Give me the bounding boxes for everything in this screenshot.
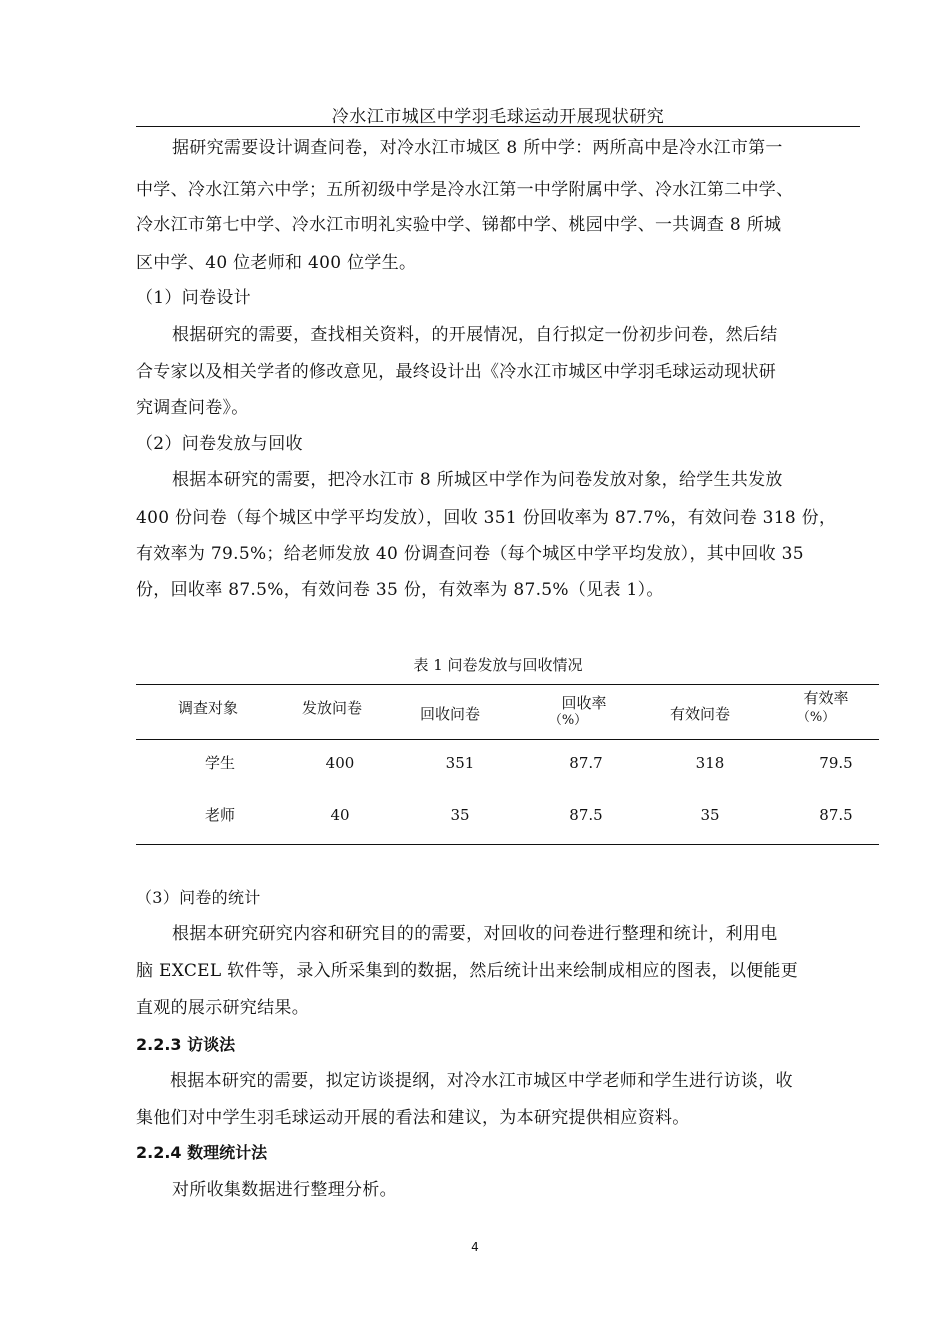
table-cell: 351: [445, 754, 475, 772]
body-text: 根据研究的需要，查找相关资料，的开展情况，自行拟定一份初步问卷，然后结: [172, 325, 778, 345]
subsection-heading: 2.2.4 数理统计法: [136, 1143, 268, 1162]
table-top-rule: [136, 684, 879, 685]
page-number: 4: [471, 1240, 479, 1254]
table-header-cell: 回收率: [561, 694, 607, 712]
subsection-heading: 2.2.3 访谈法: [136, 1035, 236, 1054]
body-text: 份，回收率 87.5%，有效问卷 35 份，有效率为 87.5%（见表 1）。: [136, 580, 664, 600]
data-table: [136, 684, 879, 846]
table-header-cell: 有效问卷: [669, 705, 730, 723]
header-rule: [136, 126, 860, 127]
body-text: 合专家以及相关学者的修改意见，最终设计出《冷水江市城区中学羽毛球运动现状研: [136, 362, 777, 382]
table-header-rule: [136, 739, 879, 740]
body-text: 集他们对中学生羽毛球运动开展的看法和建议，为本研究提供相应资料。: [136, 1108, 690, 1128]
table-cell: 学生: [204, 754, 235, 772]
table-header-cell: 调查对象: [177, 699, 238, 717]
table-cell: 35: [700, 806, 720, 824]
table-cell: 87.5: [819, 806, 853, 824]
table-cell: 318: [695, 754, 725, 772]
running-header: 冷水江市城区中学羽毛球运动开展现状研究: [331, 107, 665, 127]
table-cell: 87.5: [569, 806, 603, 824]
body-text: 据研究需要设计调查问卷，对冷水江市城区 8 所中学：两所高中是冷水江市第一: [172, 138, 783, 158]
table-cell: 79.5: [819, 754, 853, 772]
table-header-unit: （%）: [796, 710, 836, 725]
section-title: （2）问卷发放与回收: [136, 434, 303, 454]
table-header-cell: 有效率: [803, 689, 849, 707]
table-cell: 老师: [204, 806, 235, 824]
body-text: 究调查问卷》。: [136, 398, 249, 418]
body-text: 冷水江市第七中学、冷水江市明礼实验中学、锑都中学、桃园中学、一共调查 8 所城: [136, 215, 782, 235]
table-cell: 87.7: [569, 754, 603, 772]
body-text: 区中学、40 位老师和 400 位学生。: [136, 253, 417, 273]
body-text: 对所收集数据进行整理分析。: [172, 1180, 397, 1200]
body-text: 根据本研究研究内容和研究目的的需要，对回收的问卷进行整理和统计，利用电: [172, 924, 778, 944]
body-text: 有效率为 79.5%；给老师发放 40 份调查问卷（每个城区中学平均发放），其中回收 35: [136, 544, 804, 564]
table-header-cell: 发放问卷: [301, 699, 362, 717]
body-text: 中学、冷水江第六中学；五所初级中学是冷水江第一中学附属中学、冷水江第二中学、: [136, 180, 794, 200]
table-cell: 400: [325, 754, 355, 772]
body-text: 根据本研究的需要，把冷水江市 8 所城区中学作为问卷发放对象，给学生共发放: [172, 470, 783, 490]
body-text: 400 份问卷（每个城区中学平均发放），回收 351 份回收率为 87.7%，有效问卷 318 份，: [136, 508, 837, 528]
body-text: 脑 EXCEL 软件等，录入所采集到的数据，然后统计出来绘制成相应的图表，以便能更: [136, 961, 799, 981]
table-bottom-rule: [136, 844, 879, 845]
body-text: 直观的展示研究结果。: [136, 998, 309, 1018]
table-caption: 表 1 问卷发放与回收情况: [413, 656, 583, 674]
table-cell: 35: [450, 806, 470, 824]
table-header-unit: （%）: [548, 713, 588, 728]
section-title: （1）问卷设计: [136, 288, 251, 308]
table-cell: 40: [330, 806, 350, 824]
table-header-cell: 回收问卷: [419, 705, 480, 723]
section-title: （3）问卷的统计: [136, 888, 261, 907]
body-text: 根据本研究的需要，拟定访谈提纲，对冷水江市城区中学老师和学生进行访谈，收: [170, 1071, 793, 1091]
